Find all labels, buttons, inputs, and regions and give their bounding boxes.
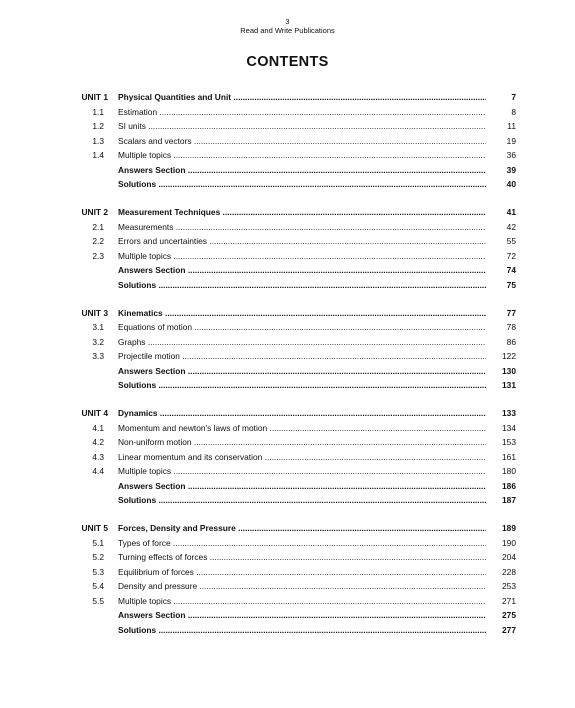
publisher-name: Read and Write Publications	[240, 26, 335, 35]
answers-entry-page: 39	[506, 164, 516, 175]
toc-entry	[0, 579, 575, 594]
toc-entry-title: Multiple topics .....	[118, 249, 486, 264]
answers-entry	[0, 608, 575, 623]
solutions-entry-title: Solutions .....	[118, 177, 486, 192]
unit-heading-page: 77	[506, 307, 516, 318]
toc-entry-number: 4.1	[92, 422, 104, 433]
answers-entry	[0, 263, 575, 278]
toc-entry-page: 8	[511, 106, 516, 117]
toc-entry-title: Momentum and newton's laws of motion .....	[118, 421, 486, 436]
toc-entry-number: 1.1	[92, 106, 104, 117]
toc-entry-number: 5.4	[92, 581, 104, 591]
solutions-entry	[0, 493, 575, 508]
toc-entry-title: Density and pressure .....	[118, 579, 486, 594]
toc-entry-number: 4.3	[92, 451, 104, 462]
toc-entry-number: 4.2	[92, 437, 104, 447]
toc-entry-page: 271	[502, 595, 516, 606]
toc-entry-number: 2.1	[92, 221, 104, 232]
toc-entry-title: Measurements .....	[118, 220, 486, 235]
answers-entry-title: Answers Section .....	[118, 263, 486, 278]
solutions-entry-page: 277	[502, 624, 516, 635]
toc-entry	[0, 464, 575, 479]
answers-entry-title: Answers Section .....	[118, 479, 486, 494]
unit-heading-number: UNIT 1	[81, 92, 108, 102]
answers-entry-title: Answers Section .....	[118, 364, 486, 379]
toc-entry-page: 72	[506, 250, 516, 261]
toc-entry	[0, 320, 575, 335]
toc-entry-title: Multiple topics .....	[118, 594, 486, 609]
solutions-entry-title: Solutions .....	[118, 278, 486, 293]
unit-heading-number: UNIT 4	[81, 408, 108, 418]
answers-entry	[0, 163, 575, 178]
solutions-entry-title: Solutions .....	[118, 623, 486, 638]
toc-entry-number: 2.2	[92, 236, 104, 246]
toc-entry-number: 4.4	[92, 466, 104, 476]
unit-block	[0, 306, 575, 393]
unit-block	[0, 406, 575, 508]
toc-entry-page: 42	[506, 221, 516, 232]
toc-entry	[0, 148, 575, 163]
answers-entry-page: 275	[502, 610, 516, 620]
toc-entry	[0, 536, 575, 551]
solutions-entry-page: 40	[506, 179, 516, 189]
answers-entry	[0, 364, 575, 379]
solutions-entry-title: Solutions .....	[118, 493, 486, 508]
toc-entry-page: 78	[506, 322, 516, 332]
toc-entry	[0, 349, 575, 364]
table-of-contents	[0, 90, 575, 651]
toc-entry-title: Multiple topics .....	[118, 148, 486, 163]
toc-entry-title: SI units .....	[118, 119, 486, 134]
toc-entry	[0, 119, 575, 134]
toc-entry-page: 86	[506, 336, 516, 347]
answers-entry-title: Answers Section .....	[118, 608, 486, 623]
unit-heading	[0, 406, 575, 421]
unit-heading	[0, 205, 575, 220]
solutions-entry	[0, 278, 575, 293]
toc-entry-number: 3.1	[92, 322, 104, 332]
toc-entry-title: Multiple topics .....	[118, 464, 486, 479]
toc-entry-page: 122	[502, 351, 516, 361]
toc-entry	[0, 450, 575, 465]
toc-entry-title: Equations of motion .....	[118, 320, 486, 335]
toc-entry-number: 1.2	[92, 121, 104, 131]
toc-entry-page: 190	[502, 537, 516, 548]
unit-heading-number: UNIT 5	[81, 523, 108, 533]
unit-heading-page: 41	[506, 207, 516, 217]
unit-block	[0, 521, 575, 637]
unit-heading-number: UNIT 2	[81, 207, 108, 217]
toc-entry	[0, 234, 575, 249]
solutions-entry-page: 131	[502, 380, 516, 390]
toc-entry-title: Scalars and vectors .....	[118, 134, 486, 149]
toc-entry-page: 153	[502, 437, 516, 447]
toc-entry-page: 134	[502, 422, 516, 433]
unit-heading	[0, 90, 575, 105]
toc-entry-title: Non-uniform motion .....	[118, 435, 486, 450]
toc-entry-page: 55	[506, 236, 516, 246]
toc-entry-title: Turning effects of forces .....	[118, 550, 486, 565]
toc-entry-title: Projectile motion .....	[118, 349, 486, 364]
toc-entry	[0, 435, 575, 450]
toc-entry-number: 2.3	[92, 250, 104, 261]
unit-heading-title: Physical Quantities and Unit .....	[118, 90, 486, 105]
toc-entry-number: 1.4	[92, 150, 104, 160]
unit-heading	[0, 306, 575, 321]
toc-entry	[0, 220, 575, 235]
toc-entry-number: 5.5	[92, 595, 104, 606]
toc-entry	[0, 565, 575, 580]
toc-entry	[0, 550, 575, 565]
solutions-entry	[0, 378, 575, 393]
solutions-entry-page: 75	[506, 279, 516, 290]
unit-block	[0, 90, 575, 192]
answers-entry-page: 186	[502, 480, 516, 491]
toc-entry-page: 36	[506, 150, 516, 160]
unit-heading-number: UNIT 3	[81, 307, 108, 318]
toc-entry-page: 228	[502, 566, 516, 577]
toc-entry-title: Errors and uncertainties .....	[118, 234, 486, 249]
toc-entry-page: 11	[507, 121, 516, 131]
toc-entry	[0, 421, 575, 436]
unit-heading	[0, 521, 575, 536]
toc-entry-title: Graphs .....	[118, 335, 486, 350]
unit-heading-page: 133	[502, 408, 516, 418]
solutions-entry	[0, 177, 575, 192]
answers-entry-title: Answers Section .....	[118, 163, 486, 178]
toc-entry-page: 19	[506, 135, 516, 146]
toc-entry-page: 253	[502, 581, 516, 591]
toc-entry-number: 1.3	[92, 135, 104, 146]
toc-entry-title: Linear momentum and its conservation .....	[118, 450, 486, 465]
unit-block	[0, 205, 575, 292]
toc-entry-number: 5.3	[92, 566, 104, 577]
answers-entry	[0, 479, 575, 494]
toc-entry	[0, 249, 575, 264]
solutions-entry-title: Solutions .....	[118, 378, 486, 393]
toc-entry-number: 5.1	[92, 537, 104, 548]
toc-entry-title: Types of force .....	[118, 536, 486, 551]
toc-entry-page: 180	[502, 466, 516, 476]
page-title: CONTENTS	[246, 54, 329, 70]
toc-entry	[0, 335, 575, 350]
toc-entry-number: 3.3	[92, 351, 104, 361]
unit-heading-title: Kinematics .....	[118, 306, 486, 321]
unit-heading-page: 189	[502, 523, 516, 533]
toc-entry	[0, 134, 575, 149]
toc-entry	[0, 594, 575, 609]
unit-heading-title: Forces, Density and Pressure .....	[118, 521, 486, 536]
unit-heading-title: Dynamics .....	[118, 406, 486, 421]
toc-entry-number: 3.2	[92, 336, 104, 347]
solutions-entry-page: 187	[502, 495, 516, 505]
toc-entry-title: Equilibrium of forces .....	[118, 565, 486, 580]
answers-entry-page: 130	[502, 365, 516, 376]
toc-entry-page: 161	[502, 451, 516, 462]
answers-entry-page: 74	[506, 265, 516, 275]
toc-entry-page: 204	[502, 552, 516, 562]
solutions-entry	[0, 623, 575, 638]
unit-heading-page: 7	[511, 92, 516, 102]
toc-entry-number: 5.2	[92, 552, 104, 562]
page-number: 3	[285, 17, 290, 26]
toc-entry	[0, 105, 575, 120]
unit-heading-title: Measurement Techniques .....	[118, 205, 486, 220]
toc-entry-title: Estimation .....	[118, 105, 486, 120]
